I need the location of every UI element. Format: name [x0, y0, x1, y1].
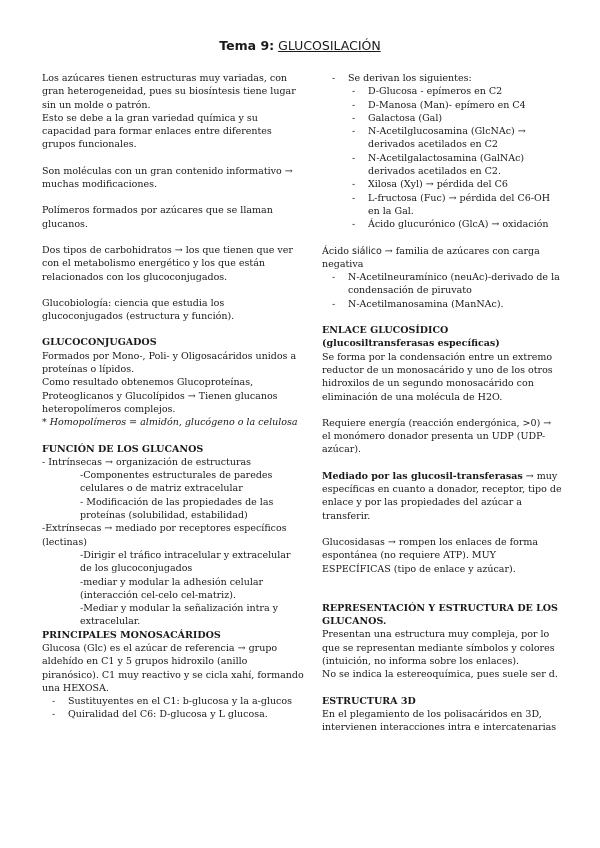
paragraph: Se forma por la condensación entre un extremo reductor de un monosacárido y uno de los otros hidroxilos de un segundo monosacárido con eliminación de una molécula de H2O. [322, 351, 553, 403]
section-heading: ESTRUCTURA 3D [322, 695, 416, 707]
list-subitem: - Xilosa (Xyl) → pérdida del C6 [352, 179, 508, 191]
list-item: - N-Acetilmanosamina (ManNAc). [332, 298, 504, 310]
paragraph: Esto se debe a la gran variedad química y su capacidad para formar enlaces entre diferentes grupos funcionales. [42, 112, 272, 151]
paragraph: Ácido siálico → familia de azúcares con carga negativa [322, 245, 540, 270]
paragraph: Presentan una estructura muy compleja, por lo que se representan mediante símbolos y colores (intuición, no informa sobre los enlaces). [322, 629, 555, 667]
left-column [42, 72, 304, 722]
paragraph: Dos tipos de carbohidratos → los que tienen que ver con el metabolismo energético y los que están relacionados con los glucoconjugados. [42, 244, 293, 283]
list-subitem: -Dirigir el tráfico intracelular y extracelular de los glucoconjugados [80, 549, 291, 575]
list-item: - Se derivan los siguientes: [332, 73, 472, 84]
paragraph: Requiere energía (reacción endergónica, >0) → el monómero donador presenta un UDP (UDP-azúcar). [322, 417, 552, 456]
title-bold: Tema 9: [219, 38, 275, 53]
list-subitem: - D-Manosa (Man)- epímero en C4 [352, 99, 526, 111]
paragraph: Formados por Mono-, Poli- y Oligosacáridos unidos a proteínas o lípidos. [42, 350, 297, 376]
paragraph: No se indica la estereoquímica, pues suele ser d. [322, 669, 558, 681]
list-subitem: -Mediar y modular la señalización intra y extracelular. [80, 603, 279, 628]
section-heading: GLUCOCONJUGADOS [42, 337, 157, 349]
title-underlined: GLUCOSILACIÓN [278, 38, 381, 53]
section-heading: REPRESENTACIÓN Y ESTRUCTURA DE LOS GLUCANOS. [322, 602, 558, 628]
list-subitem: -Componentes estructurales de paredes celulares o de matriz extracelular [80, 470, 273, 495]
paragraph: Glucosa (Glc) es el azúcar de referencia → grupo aldehído en C1 y 5 grupos hidroxilo (anillo piranósico). C1 muy reactivo y se cicla xahí, formando una HEXOSA. [42, 642, 304, 694]
section-heading: FUNCIÓN DE LOS GLUCANOS [42, 443, 204, 455]
list-subitem: - N-Acetilgalactosamina (GalNAc) derivados acetilados en C2. [352, 152, 525, 178]
right-column [322, 72, 562, 734]
paragraph: Glucobiología: ciencia que estudia los glucoconjugados (estructura y función). [42, 297, 235, 323]
paragraph: Los azúcares tienen estructuras muy variadas, con gran heterogeneidad, pues su biosíntesis tiene lugar sin un molde o patrón. [42, 73, 296, 111]
paragraph: Polímeros formados por azúcares que se llaman glucanos. [42, 205, 273, 230]
section-heading: ENLACE GLUCOSÍDICO (glucosiltransferasas específicas) [322, 325, 500, 350]
list-subitem: - N-Acetilglucosamina (GlcNAc) → derivados acetilados en C2 [352, 126, 526, 151]
list-subitem: - Galactosa (Gal) [352, 112, 443, 124]
paragraph: Glucosidasas → rompen los enlaces de forma espontánea (no requiere ATP). MUY ESPECÍFICAS (tipo de enlace y azúcar). [322, 536, 539, 575]
list-subitem: -mediar y modular la adhesión celular (interacción cel-celo cel-matriz). [80, 576, 264, 601]
note: * Homopolímeros = almidón, glucógeno o la celulosa [42, 417, 298, 429]
section-heading: PRINCIPALES MONOSACÁRIDOS [42, 629, 221, 641]
paragraph: Como resultado obtenemos Glucoproteínas, Proteoglicanos y Glucolípidos → Tienen glucanos heteropolímeros complejos. [42, 377, 278, 415]
list-subitem: - Ácido glucurónico (GlcA) → oxidación [352, 219, 549, 231]
paragraph: En el plegamiento de los polisacáridos en 3D, intervienen interacciones intra e intercatenarias [322, 708, 557, 734]
paragraph: Mediado por las glucosil-transferasas → muy específicas en cuanto a donador, receptor, tipo de enlace y por las propiedades del azúcar a transferir. [322, 470, 562, 522]
paragraph: Son moléculas con un gran contenido informativo → muchas modificaciones. [42, 165, 293, 191]
list-item: - Sustituyentes en el C1: b-glucosa y la a-glucos [52, 696, 292, 708]
list-item: -Extrínsecas → mediado por receptores específicos (lectinas) [42, 523, 287, 548]
list-item: - N-Acetilneuramínico (neuAc)-derivado de la condensación de piruvato [332, 272, 560, 297]
list-subitem: - L-fructosa (Fuc) → pérdida del C6-OH en la Gal. [352, 192, 551, 217]
list-subitem: - Modificación de las propiedades de las proteínas (solubilidad, estabilidad) [80, 496, 274, 522]
list-subitem: - D-Glucosa - epímeros en C2 [352, 86, 503, 98]
list-item: - Quiralidad del C6: D-glucosa y L glucosa. [52, 709, 268, 721]
page-title [0, 38, 600, 53]
list-item: - Intrínsecas → organización de estructuras [42, 456, 252, 468]
